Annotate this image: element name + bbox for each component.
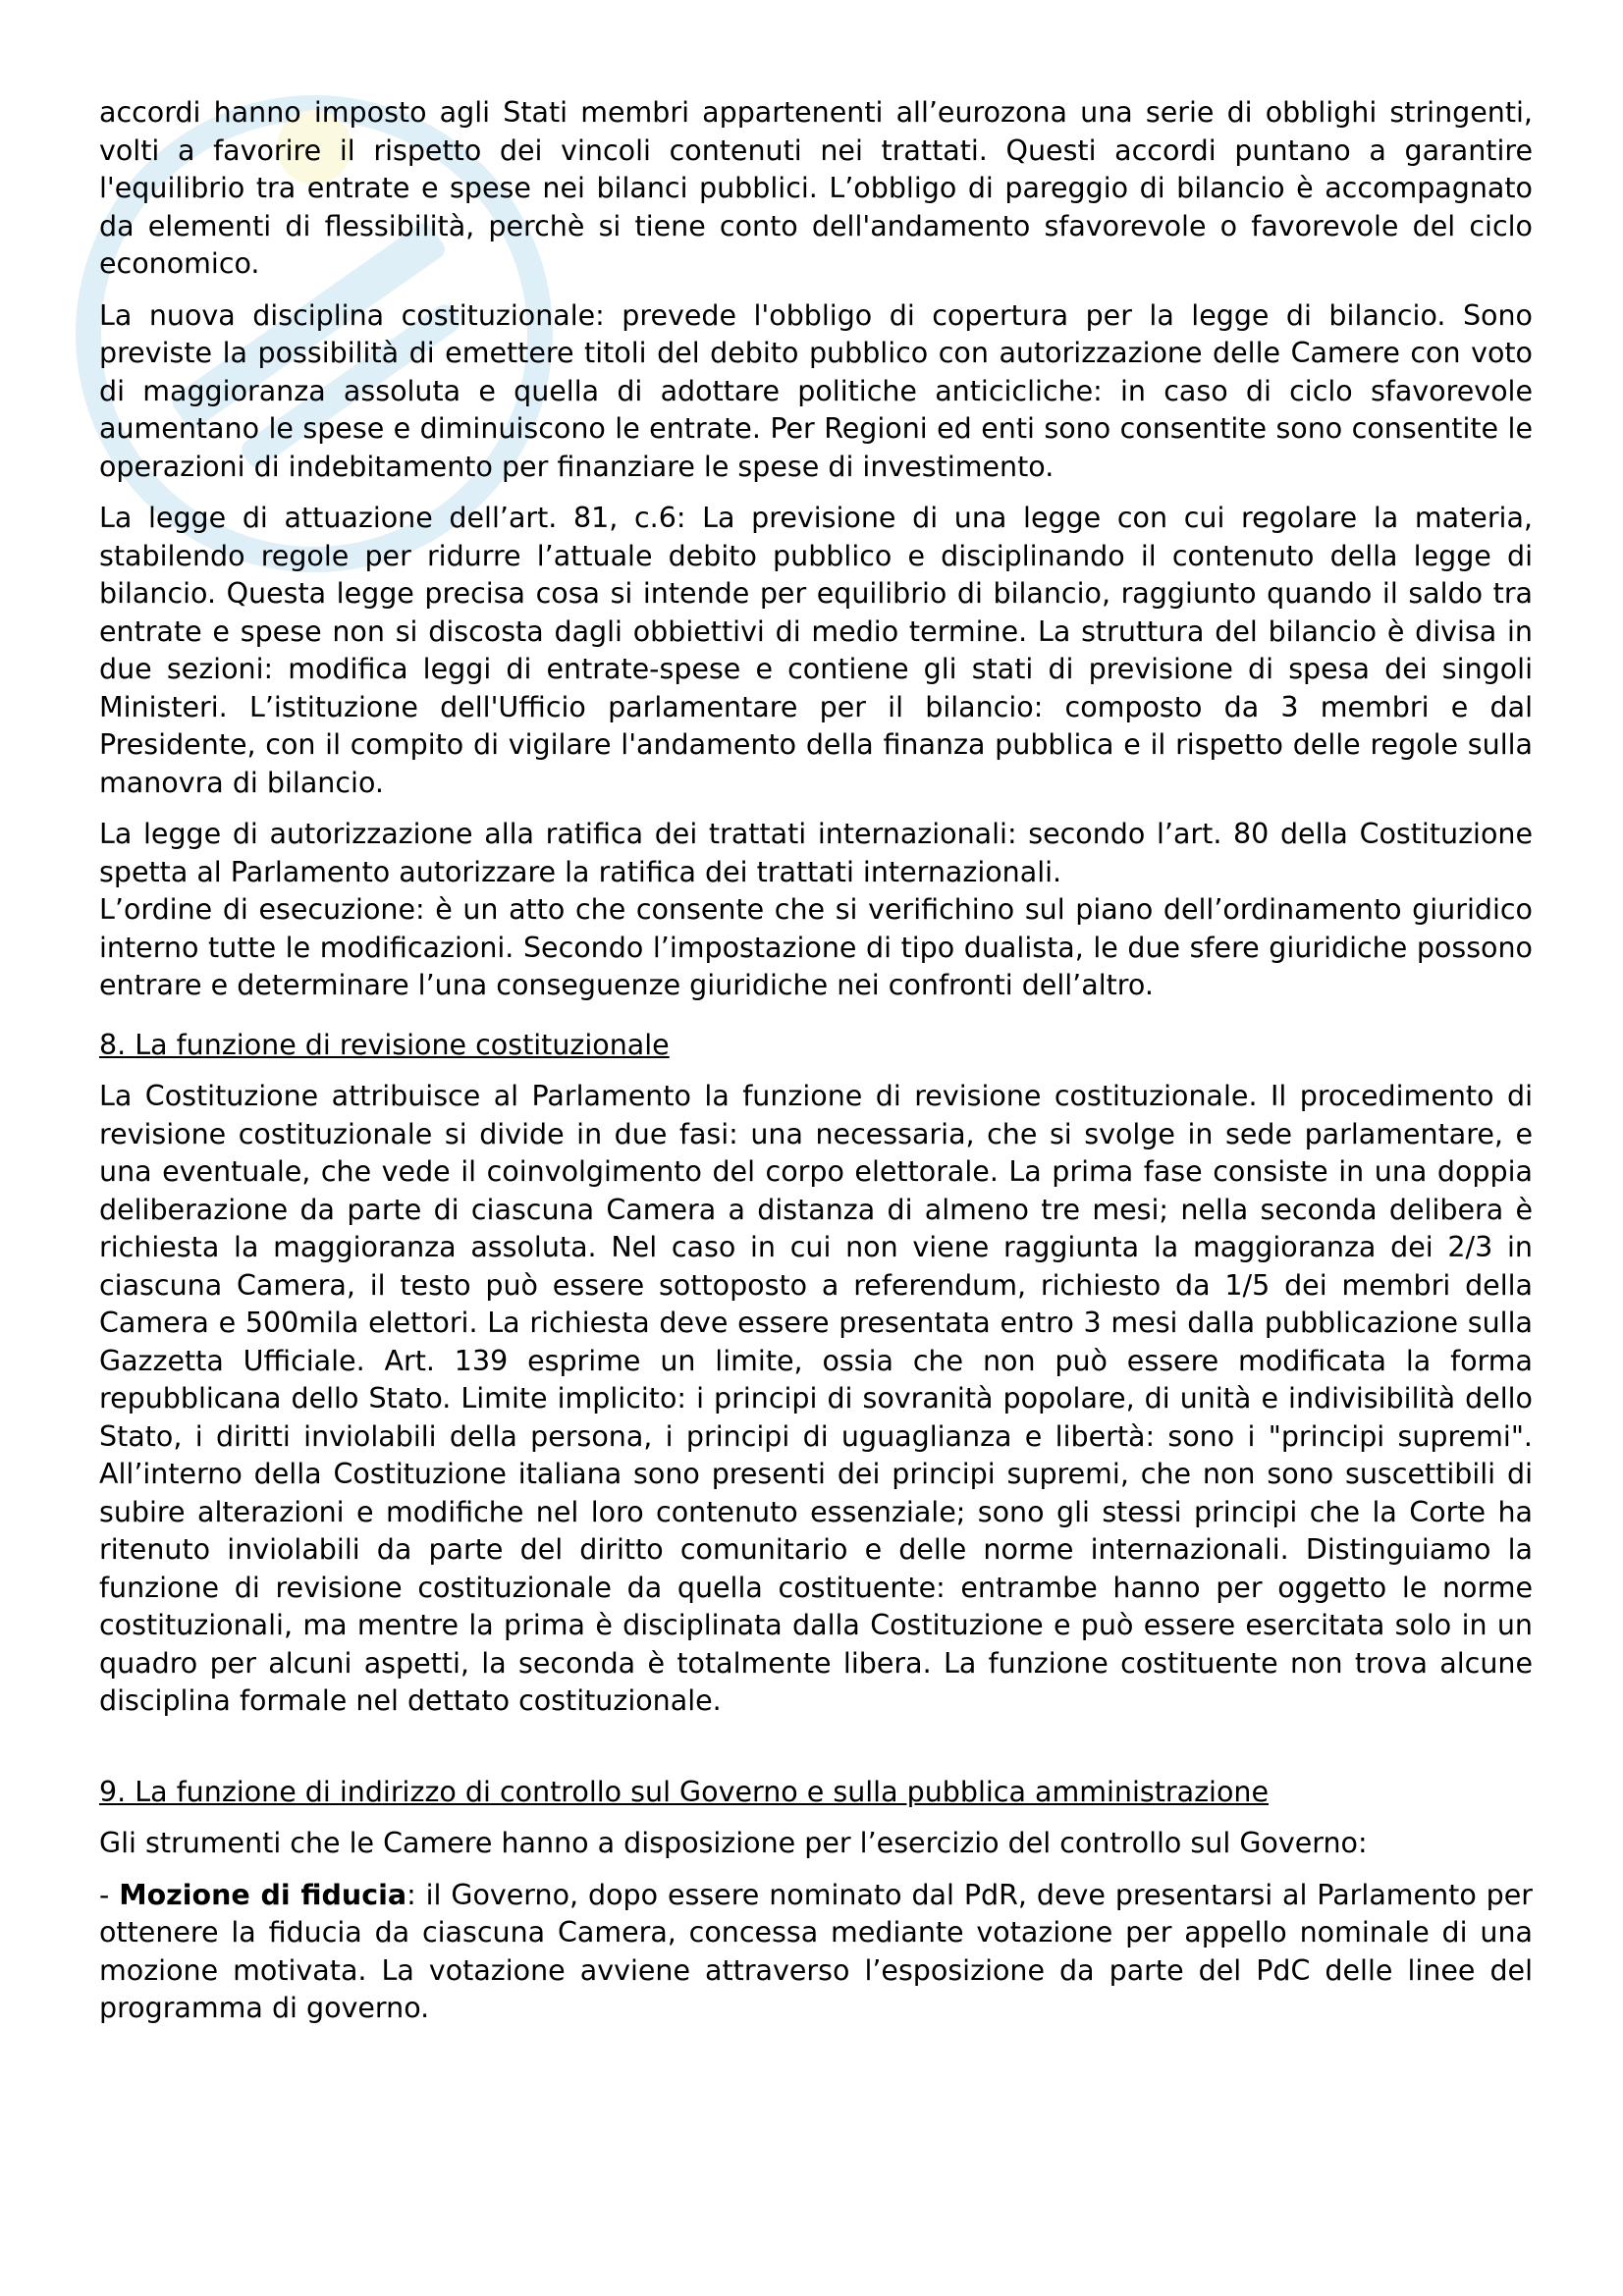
paragraph-control-instruments: Gli strumenti che le Camere hanno a disposizione per l’esercizio del controllo sul Governo: <box>99 1827 1368 1859</box>
section-heading-8: 8. La funzione di revisione costituzionale <box>99 1028 670 1061</box>
document-page <box>99 94 1533 2042</box>
term-confidence-motion: Mozione di fiducia <box>119 1878 407 1911</box>
list-dash: - <box>99 1878 120 1911</box>
confidence-motion-text: : il Governo, dopo essere nominato dal PdR, deve presentarsi al Parlamento per ottenere la fiducia da ciascuna Camera, concessa mediante votazione per appello nominale di una mozione motivata. La votazione avviene attraverso l’esposizione da parte del PdC delle linee del programma di governo. <box>99 1878 1534 2024</box>
section-heading-9: 9. La funzione di indirizzo di controllo sul Governo e sulla pubblica amministrazione <box>99 1775 1269 1808</box>
paragraph-new-constitutional-discipline: La nuova disciplina costituzionale: prevede l'obbligo di copertura per la legge di bilancio. Sono previste la possibilità di emettere titoli del debito pubblico con autorizzazione delle Camere con voto di maggioranza assoluta e quella di adottare politiche anticicliche: in caso di ciclo sfavorevole aumentano le spese e diminuiscono le entrate. Per Regioni ed enti sono consentite sono consentite le operazioni di indebitamento per finanziare le spese di investimento. <box>99 298 1533 483</box>
paragraph-constitutional-revision: La Costituzione attribuisce al Parlamento la funzione di revisione costituzionale. Il procedimento di revisione costituzionale si divide in due fasi: una necessaria, che si svolge in sede parlamentare, e una eventuale, che vede il coinvolgimento del corpo elettorale. La prima fase consiste in una doppia deliberazione da parte di ciascuna Camera a distanza di almeno tre mesi; nella seconda delibera è richiesta la maggioranza assoluta. Nel caso in cui non viene raggiunta la maggioranza dei 2/3 in ciascuna Camera, il testo può essere sottoposto a referendum, richiesto da 1/5 dei membri della Camera e 500mila elettori. La richiesta deve essere presentata entro 3 mesi dalla pubblicazione sulla Gazzetta Ufficiale. Art. 139 esprime un limite, ossia che non può essere modificata la forma repubblicana dello Stato. Limite implicito: i principi di sovranità popolare, di unità e indivisibilità dello Stato, i diritti inviolabili della persona, i principi di uguaglianza e libertà: sono i "principi supremi". All’interno della Costituzione italiana sono presenti dei principi supremi, che non sono suscettibili di subire alterazioni e modifiche nel loro contenuto essenziale; sono gli stessi principi che la Corte ha ritenuto inviolabili da parte del diritto comunitario e delle norme internazionali. Distinguiamo la funzione di revisione costituzionale da quella costituente: entrambe hanno per oggetto le norme costituzionali, ma mentre la prima è disciplinata dalla Costituzione e può essere esercitata solo in un quadro per alcuni aspetti, la seconda è totalmente libera. La funzione costituente non trova alcune disciplina formale nel dettato costituzionale. <box>99 1080 1533 1717</box>
paragraph-treaty-ratification: La legge di autorizzazione alla ratifica dei trattati internazionali: secondo l’art. 80 della Costituzione spetta al Parlamento autorizzare la ratifica dei trattati internazionali. <box>99 818 1533 888</box>
paragraph-confidence-motion <box>99 1877 1533 2028</box>
paragraph-eurozone-agreements: accordi hanno imposto agli Stati membri appartenenti all’eurozona una serie di obblighi stringenti, volti a favorire il rispetto dei vincoli contenuti nei trattati. Questi accordi puntano a garantire l'equilibrio tra entrate e spese nei bilanci pubblici. L’obbligo di pareggio di bilancio è accompagnato da elementi di flessibilità, perchè si tiene conto dell'andamento sfavorevole o favorevole del ciclo economico. <box>99 96 1533 280</box>
paragraph-execution-order: L’ordine di esecuzione: è un atto che consente che si verifichino sul piano dell’ordinamento giuridico interno tutte le modificazioni. Secondo l’impostazione di tipo dualista, le due sfere giuridiche possono entrare e determinare l’una conseguenze giuridiche nei confronti dell’altro. <box>99 893 1533 1001</box>
paragraph-art81-implementation-law: La legge di attuazione dell’art. 81, c.6: La previsione di una legge con cui regolare la materia, stabilendo regole per ridurre l’attuale debito pubblico e disciplinando il contenuto della legge di bilancio. Questa legge precisa cosa si intende per equilibrio di bilancio, raggiunto quando il saldo tra entrate e spese non si discosta dagli obbiettivi di medio termine. La struttura del bilancio è divisa in due sezioni: modifica leggi di entrate-spese e contiene gli stati di previsione di spesa dei singoli Ministeri. L’istituzione dell'Ufficio parlamentare per il bilancio: composto da 3 membri e dal Presidente, con il compito di vigilare l'andamento della finanza pubblica e il rispetto delle regole sulla manovra di bilancio. <box>99 502 1533 799</box>
